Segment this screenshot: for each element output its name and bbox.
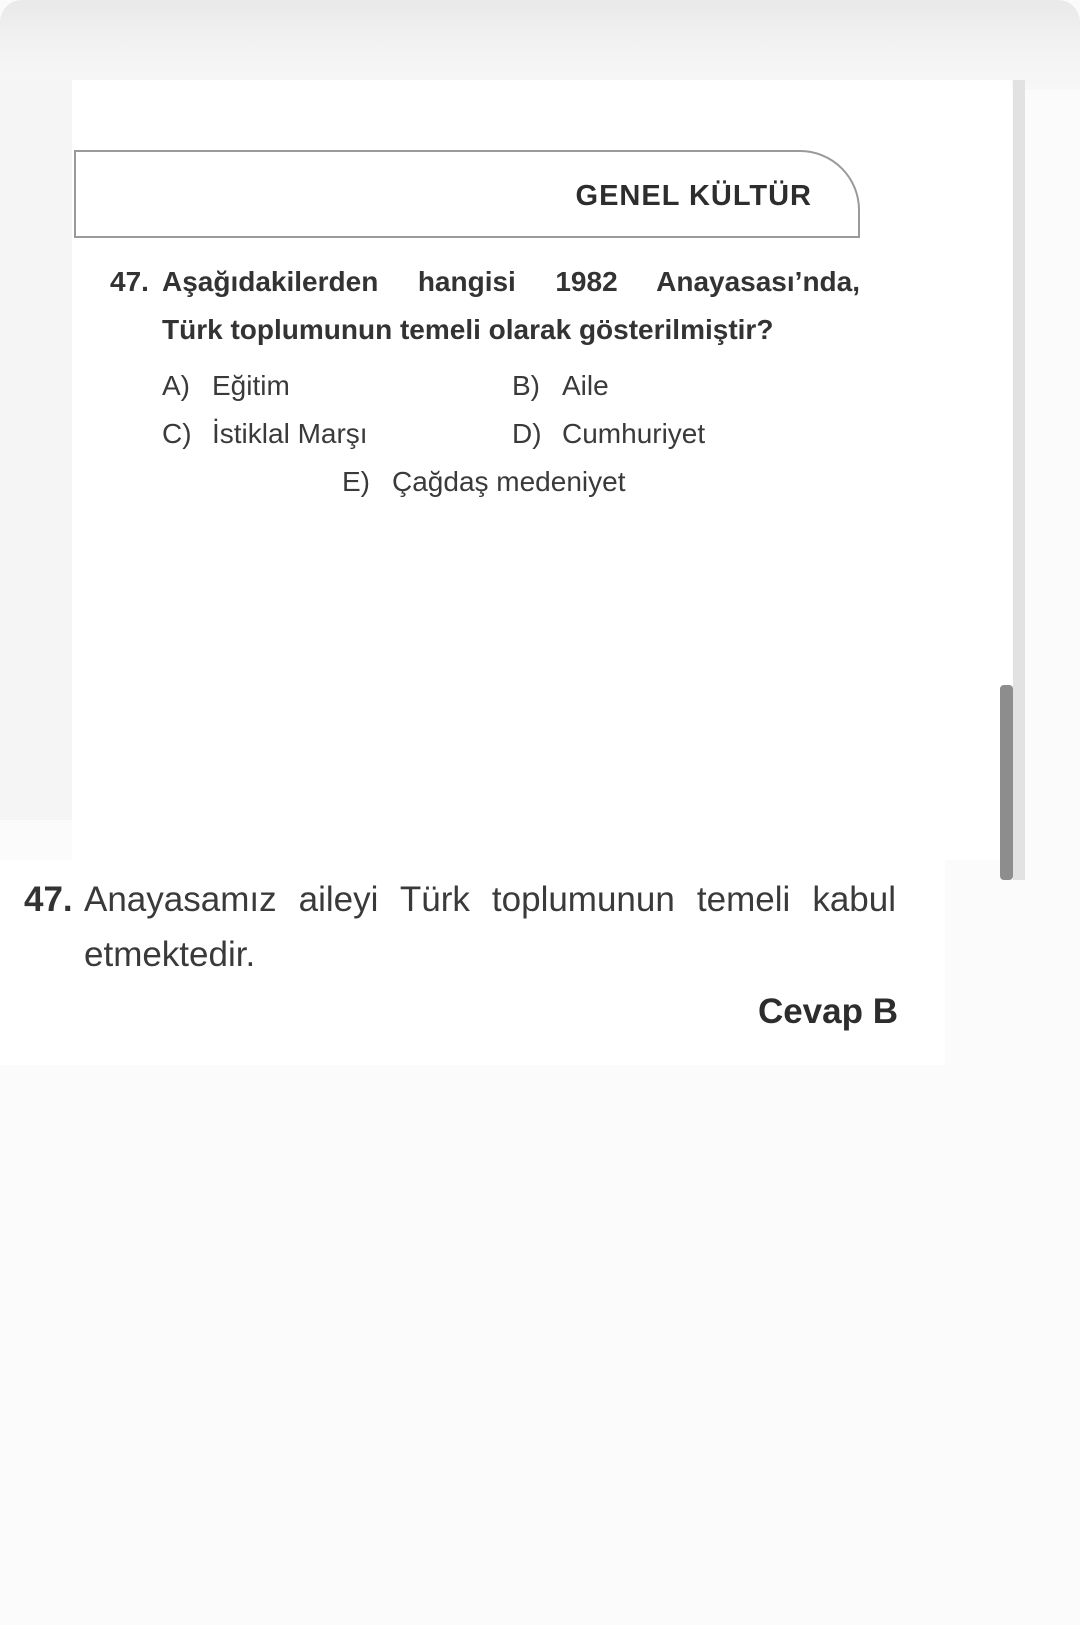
explanation-text-line2: etmektedir. — [84, 935, 256, 974]
option-c — [162, 418, 368, 450]
option-a-letter: A) — [162, 370, 190, 401]
option-d-letter: D) — [512, 418, 542, 449]
explanation-text-line1: Anayasamız aileyi Türk toplumunun temeli kabul — [84, 880, 896, 919]
page-left-edge — [0, 80, 72, 820]
explanation-number: 47. — [24, 880, 73, 919]
option-b-letter: B) — [512, 370, 540, 401]
top-shade — [0, 0, 1080, 90]
option-e-letter: E) — [342, 466, 370, 497]
scrollbar-thumb[interactable] — [1000, 685, 1013, 880]
option-b-text: Aile — [562, 370, 609, 401]
section-header-box — [74, 150, 860, 238]
option-d-text: Cumhuriyet — [562, 418, 706, 449]
question-text-line2: Türk toplumunun temeli olarak gösterilmiştir? — [162, 314, 774, 345]
option-e-text: Çağdaş medeniyet — [392, 466, 626, 497]
option-e — [342, 466, 625, 498]
question-text-line1: Aşağıdakilerden hangisi 1982 Anayasası’nda, — [162, 266, 860, 297]
option-d — [512, 418, 705, 450]
option-c-letter: C) — [162, 418, 192, 449]
section-title: GENEL KÜLTÜR — [575, 180, 812, 212]
option-a — [162, 370, 290, 402]
answer-label: Cevap B — [757, 992, 898, 1031]
scrollbar-track[interactable] — [1013, 80, 1025, 880]
option-a-text: Eğitim — [212, 370, 290, 401]
option-c-text: İstiklal Marşı — [212, 418, 368, 449]
option-b — [512, 370, 609, 402]
question-number: 47. — [110, 266, 149, 297]
